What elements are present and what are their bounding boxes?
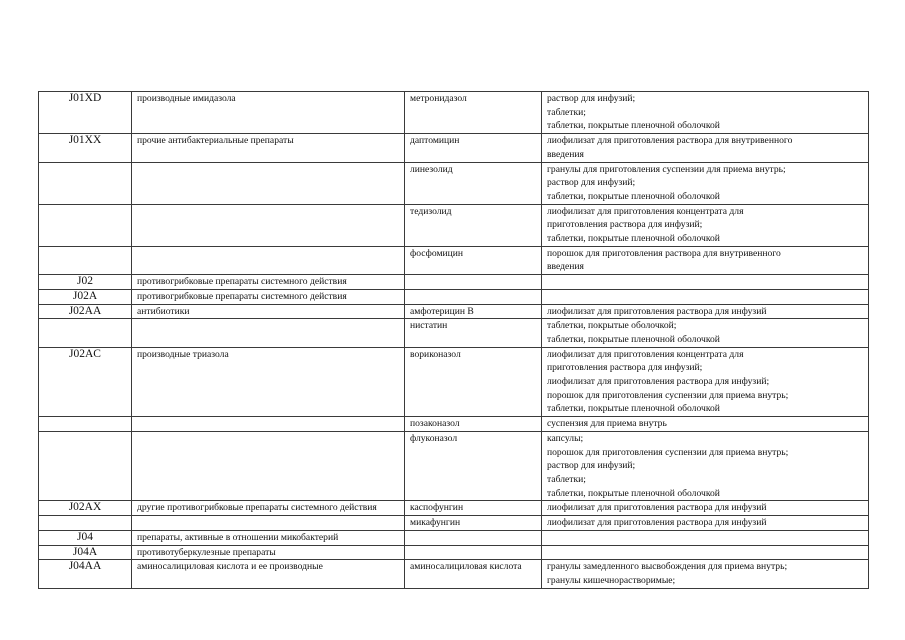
dosage-form-line: лиофилизат для приготовления раствора для инфузий xyxy=(547,517,767,529)
pharmacological-group-cell: противогрибковые препараты системного действия xyxy=(132,289,405,304)
dosage-forms-cell xyxy=(542,501,869,516)
dosage-form-line: гранулы для приготовления суспензии для приема внутрь; xyxy=(547,163,786,175)
drug-name-cell: амфотерицин В xyxy=(405,304,542,319)
pharmacological-group-cell: противогрибковые препараты системного действия xyxy=(132,275,405,290)
pharmacological-group-cell: прочие антибактериальные препараты xyxy=(132,134,405,162)
table-row xyxy=(39,162,869,204)
pharmacological-group-cell: антибиотики xyxy=(132,304,405,319)
drug-list-body xyxy=(39,92,869,589)
atc-code-cell xyxy=(39,319,132,347)
atc-code-cell: J02AC xyxy=(39,347,132,417)
pharmacological-group-cell: аминосалициловая кислота и ее производные xyxy=(132,560,405,588)
atc-code-cell: J02 xyxy=(39,275,132,290)
atc-code-cell: J04AA xyxy=(39,560,132,588)
dosage-form-line: раствор для инфузий; xyxy=(547,460,636,472)
dosage-form-line: порошок для приготовления раствора для внутривенного xyxy=(547,247,781,259)
dosage-form-line: приготовления раствора для инфузий; xyxy=(547,219,703,231)
atc-code-cell: J01XD xyxy=(39,92,132,134)
table-row xyxy=(39,347,869,417)
dosage-forms-cell xyxy=(542,347,869,417)
drug-name-cell: каспофунгин xyxy=(405,501,542,516)
drug-name-cell: вориконазол xyxy=(405,347,542,417)
dosage-form-line: капсулы; xyxy=(547,432,584,444)
dosage-form-line: таблетки, покрытые пленочной оболочкой xyxy=(547,120,720,132)
table-row xyxy=(39,431,869,501)
pharmacological-group-cell xyxy=(132,431,405,501)
dosage-form-line: лиофилизат для приготовления раствора для инфузий; xyxy=(547,376,770,388)
pharmacological-group-cell xyxy=(132,162,405,204)
atc-code-cell: J01XX xyxy=(39,134,132,162)
dosage-form-line: таблетки; xyxy=(547,106,586,118)
dosage-forms-cell xyxy=(542,304,869,319)
atc-code-cell xyxy=(39,204,132,246)
dosage-form-line: гранулы замедленного высвобождения для приема внутрь; xyxy=(547,561,788,573)
dosage-form-line: таблетки, покрытые пленочной оболочкой xyxy=(547,333,720,345)
dosage-form-line: лиофилизат для приготовления концентрата для xyxy=(547,205,744,217)
pharmacological-group-cell xyxy=(132,319,405,347)
drug-name-cell: нистатин xyxy=(405,319,542,347)
atc-code-cell xyxy=(39,246,132,274)
pharmacological-group-cell xyxy=(132,246,405,274)
atc-code-cell: J02AX xyxy=(39,501,132,516)
table-row xyxy=(39,560,869,588)
pharmacological-group-cell: производные имидазола xyxy=(132,92,405,134)
drug-name-cell: даптомицин xyxy=(405,134,542,162)
table-row xyxy=(39,304,869,319)
table-row xyxy=(39,275,869,290)
dosage-form-line: лиофилизат для приготовления концентрата для xyxy=(547,348,744,360)
dosage-form-line: таблетки, покрытые оболочкой; xyxy=(547,320,677,332)
dosage-form-line: лиофилизат для приготовления раствора для инфузий xyxy=(547,305,767,317)
dosage-forms-cell xyxy=(542,431,869,501)
dosage-form-line: таблетки, покрытые пленочной оболочкой xyxy=(547,403,720,415)
dosage-form-line: раствор для инфузий; xyxy=(547,177,636,189)
dosage-form-line: введения xyxy=(547,148,584,160)
drug-name-cell: флуконазол xyxy=(405,431,542,501)
table-row xyxy=(39,134,869,162)
dosage-forms-cell xyxy=(542,134,869,162)
drug-name-cell: аминосалициловая кислота xyxy=(405,560,542,588)
atc-code-cell: J02A xyxy=(39,289,132,304)
dosage-form-line: суспензия для приема внутрь xyxy=(547,418,667,430)
dosage-forms-cell xyxy=(542,560,869,588)
drug-name-cell xyxy=(405,545,542,560)
dosage-form-line: введения xyxy=(547,261,584,273)
table-row xyxy=(39,501,869,516)
drug-name-cell xyxy=(405,530,542,545)
dosage-forms-cell xyxy=(542,162,869,204)
drug-name-cell: фосфомицин xyxy=(405,246,542,274)
table-row xyxy=(39,516,869,531)
dosage-form-line: таблетки, покрытые пленочной оболочкой xyxy=(547,487,720,499)
table-row xyxy=(39,319,869,347)
drug-name-cell: микафунгин xyxy=(405,516,542,531)
pharmacological-group-cell xyxy=(132,417,405,432)
table-row xyxy=(39,204,869,246)
atc-code-cell xyxy=(39,417,132,432)
table-row xyxy=(39,289,869,304)
drug-name-cell: метронидазол xyxy=(405,92,542,134)
pharmacological-group-cell xyxy=(132,204,405,246)
dosage-forms-cell xyxy=(542,275,869,290)
dosage-form-line: таблетки, покрытые пленочной оболочкой xyxy=(547,233,720,245)
pharmacological-group-cell xyxy=(132,516,405,531)
atc-code-cell xyxy=(39,516,132,531)
dosage-form-line: таблетки, покрытые пленочной оболочкой xyxy=(547,190,720,202)
pharmacological-group-cell: производные триазола xyxy=(132,347,405,417)
dosage-forms-cell xyxy=(542,319,869,347)
pharmacological-group-cell: другие противогрибковые препараты системного действия xyxy=(132,501,405,516)
drug-name-cell: линезолид xyxy=(405,162,542,204)
drug-name-cell xyxy=(405,289,542,304)
drug-name-cell: позаконазол xyxy=(405,417,542,432)
drug-list-table xyxy=(38,91,869,589)
table-row xyxy=(39,92,869,134)
table-row xyxy=(39,246,869,274)
pharmacological-group-cell: препараты, активные в отношении микобактерий xyxy=(132,530,405,545)
table-row xyxy=(39,545,869,560)
atc-code-cell xyxy=(39,162,132,204)
atc-code-cell xyxy=(39,431,132,501)
dosage-form-line: лиофилизат для приготовления раствора для внутривенного xyxy=(547,135,793,147)
dosage-form-line: порошок для приготовления суспензии для приема внутрь; xyxy=(547,446,789,458)
dosage-form-line: гранулы кишечнорастворимые; xyxy=(547,574,676,586)
atc-code-cell: J02AA xyxy=(39,304,132,319)
dosage-form-line: таблетки; xyxy=(547,473,586,485)
atc-code-cell: J04 xyxy=(39,530,132,545)
dosage-forms-cell xyxy=(542,246,869,274)
atc-code-cell: J04A xyxy=(39,545,132,560)
dosage-forms-cell xyxy=(542,289,869,304)
table-row xyxy=(39,417,869,432)
dosage-form-line: приготовления раствора для инфузий; xyxy=(547,362,703,374)
dosage-forms-cell xyxy=(542,204,869,246)
pharmacological-group-cell: противотуберкулезные препараты xyxy=(132,545,405,560)
dosage-forms-cell xyxy=(542,92,869,134)
dosage-form-line: порошок для приготовления суспензии для приема внутрь; xyxy=(547,389,789,401)
drug-name-cell xyxy=(405,275,542,290)
drug-name-cell: тедизолид xyxy=(405,204,542,246)
dosage-forms-cell xyxy=(542,516,869,531)
dosage-forms-cell xyxy=(542,545,869,560)
dosage-form-line: раствор для инфузий; xyxy=(547,93,636,104)
dosage-form-line: лиофилизат для приготовления раствора для инфузий xyxy=(547,502,767,514)
dosage-forms-cell xyxy=(542,530,869,545)
table-row xyxy=(39,530,869,545)
dosage-forms-cell xyxy=(542,417,869,432)
